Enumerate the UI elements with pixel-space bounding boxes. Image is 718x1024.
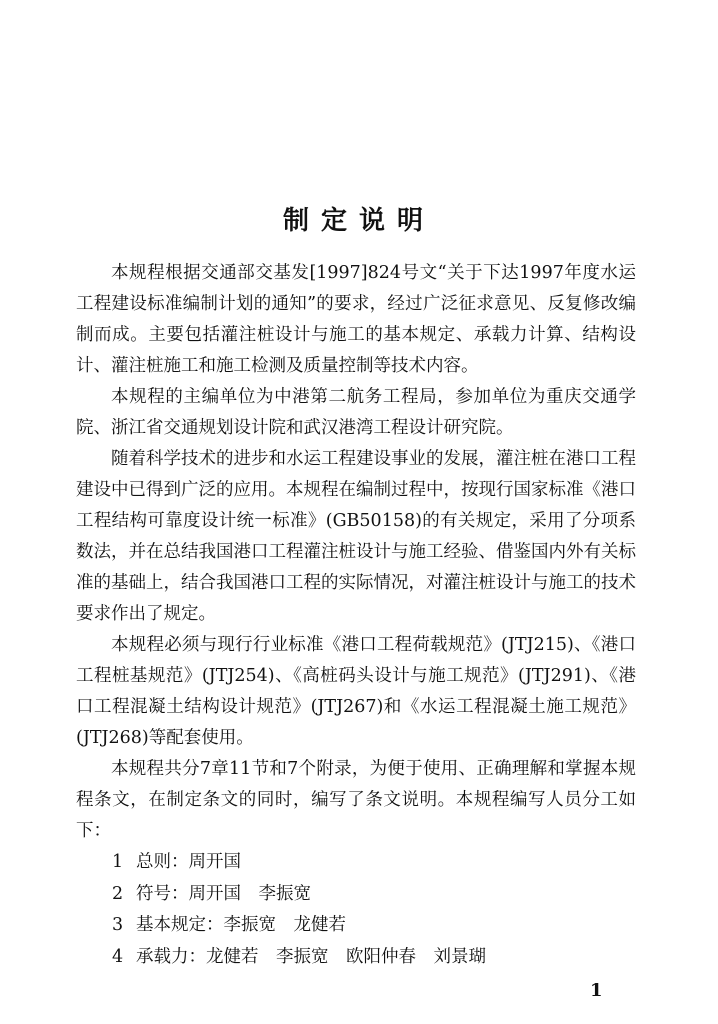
list-item-number: 3 bbox=[112, 915, 124, 935]
list-item bbox=[76, 942, 636, 974]
list-item-text: 承载力：龙健若 李振宽 欧阳仲春 刘景瑚 bbox=[136, 946, 486, 967]
list-item-text: 基本规定：李振宽 龙健若 bbox=[136, 915, 346, 935]
list-item bbox=[76, 879, 636, 911]
paragraph: 本规程的主编单位为中港第二航务工程局，参加单位为重庆交通学院、浙江省交通规划设计院和武汉港湾工程设计研究院。 bbox=[76, 387, 636, 438]
list-item-number: 4 bbox=[112, 946, 124, 967]
list-item-number: 1 bbox=[112, 852, 124, 872]
list-item-number: 2 bbox=[112, 883, 124, 904]
list-item-text: 符号：周开国 李振宽 bbox=[136, 883, 311, 904]
list-item bbox=[76, 847, 636, 879]
paragraph: 本规程必须与现行行业标准《港口工程荷载规范》(JTJ215)、《港口工程桩基规范》(JTJ254)、《高桩码头设计与施工规范》(JTJ291)、《港口工程混凝土结构设计规范》(JTJ267)和《水运工程混凝土施工规范》(JTJ268)等配套使用。 bbox=[76, 635, 636, 748]
body-text bbox=[76, 258, 636, 973]
list-item bbox=[76, 910, 636, 942]
author-list bbox=[76, 847, 636, 973]
paragraph: 随着科学技术的进步和水运工程建设事业的发展，灌注桩在港口工程建设中已得到广泛的应用。本规程在编制过程中，按现行国家标准《港口工程结构可靠度设计统一标准》(GB50158)的有关规定，采用了分项系数法，并在总结我国港口工程灌注桩设计与施工经验、借鉴国内外有关标准的基础上，结合我国港口工程的实际情况，对灌注桩设计与施工的技术要求作出了规定。 bbox=[76, 449, 636, 624]
paragraph: 本规程共分7章11节和7个附录，为便于使用、正确理解和掌握本规程条文，在制定条文的同时，编写了条文说明。本规程编写人员分工如下： bbox=[76, 759, 636, 841]
paragraph: 本规程根据交通部交基发[1997]824号文“关于下达1997年度水运工程建设标准编制计划的通知”的要求，经过广泛征求意见、反复修改编制而成。主要包括灌注桩设计与施工的基本规定、承载力计算、结构设计、灌注桩施工和施工检测及质量控制等技术内容。 bbox=[76, 263, 636, 376]
page-number: 1 bbox=[590, 980, 603, 1001]
list-item-text: 总则：周开国 bbox=[136, 852, 241, 872]
page-title: 制定说明 bbox=[282, 206, 435, 236]
